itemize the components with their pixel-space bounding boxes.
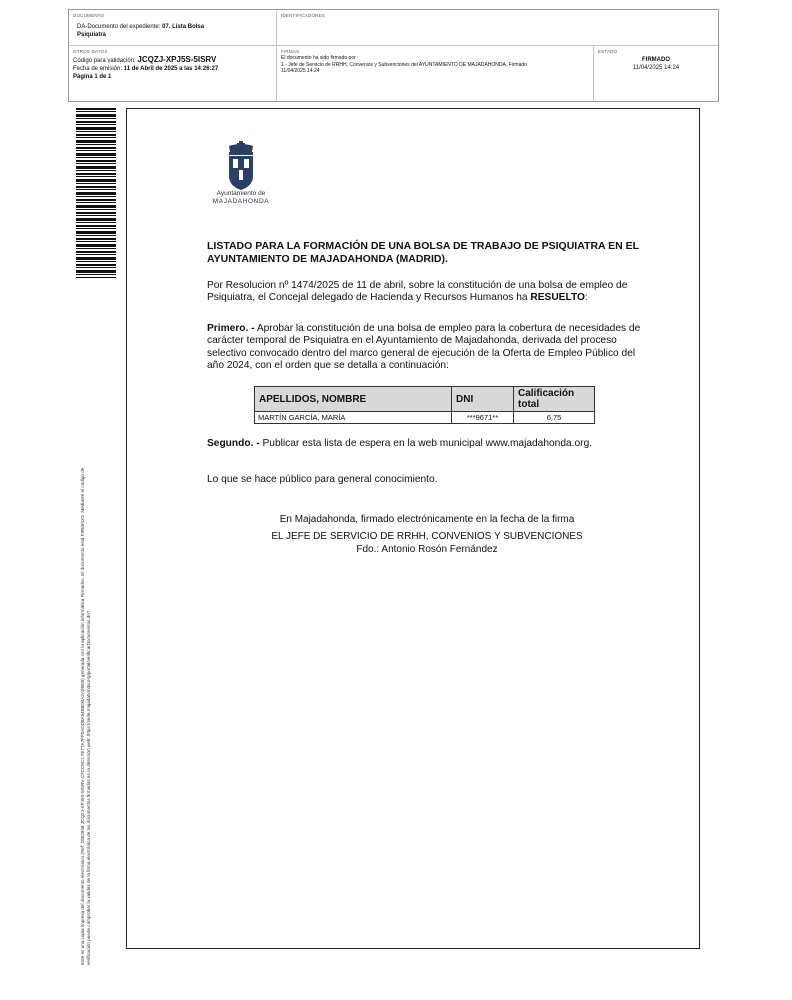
codigo-value: JCQZJ-XPJ5S-5ISRV [137, 55, 217, 64]
col-header-dni: DNI [452, 387, 514, 412]
table-row [255, 412, 595, 424]
col-header-calificacion: Calificación total [514, 387, 595, 412]
estado-cell [594, 46, 718, 101]
segundo-paragraph: Segundo. - Publicar esta lista de espera en la web municipal www.majadahonda.org. [207, 438, 593, 449]
primero-paragraph: Primero. - Aprobar la constitución de una bolsa de empleo para la cobertura de necesidades de carácter temporal de Psiquiatra en el Ayuntamiento de Majadahonda, derivada del proceso selectivo convocado dentro del marco general de ejecución de la Oferta de Empleo Público del año 2024, con el orden que se detalla a continuación: [207, 323, 641, 372]
cell-calificacion: 6,75 [514, 412, 595, 424]
firmas-caption: FIRMAS [281, 49, 300, 54]
signature-name: Fdo.: Antonio Rosón Fernández [356, 544, 498, 555]
signature-role: EL JEFE DE SERVICIO DE RRHH, CONVENIOS Y SUBVENCIONES [271, 531, 583, 542]
cell-nombre: MARTÍN GARCÍA, MARÍA [255, 412, 452, 424]
firmas-text: El documento ha sido firmado por : 1.- Jefe de Servicio de RRHH, Convenios y Subvenciones del AYUNTAMIENTO DE MAJADAHONDA. Firmado 11/04/2025 14:24 [281, 55, 527, 74]
codigo-validacion: Código para validación: JCQZJ-XPJ5S-5ISRV [73, 55, 217, 64]
estado-caption: ESTADO [598, 49, 618, 54]
firmas-cell [277, 46, 594, 101]
logo-caption: Ayuntamiento de MAJADAHONDA [212, 190, 270, 205]
document-page-frame [126, 108, 700, 949]
candidates-table [254, 386, 595, 424]
identificadores-cell [277, 10, 718, 46]
otros-datos-cell [69, 46, 277, 101]
closing-paragraph: Lo que se hace público para general conocimiento. [207, 474, 438, 485]
barcode [76, 108, 116, 278]
table-header-row [255, 387, 595, 412]
signature-place-date: En Majadahonda, firmado electrónicamente en la fecha de la firma [279, 514, 575, 525]
identificadores-caption: IDENTIFICADORES [281, 13, 326, 18]
documento-value: DA-Documento del expediente: 07. Lista Bolsa Psiquiatra [77, 24, 205, 38]
col-header-nombre: APELLIDOS, NOMBRE [255, 387, 452, 412]
estado-fecha: 11/04/2025 14:24 [632, 65, 680, 71]
estado-value: FIRMADO [642, 57, 670, 63]
cell-dni: ***9671** [452, 412, 514, 424]
intro-paragraph: Por Resolucion nº 1474/2025 de 11 de abril, sobre la constitución de una bolsa de empleo de Psiquiatra, el Concejal delegado de Hacienda y Recursos Humanos ha RESUELTO: [207, 280, 628, 304]
verification-side-text: Este es una copia impresa del documento electrónico (Ref: 2582948 JCQZJ-XPJ5S-5ISRV C7CC8C1 7E77A7FF0ADD8A54B8D0A2A05EB) generada con la aplicación informática Firmadoc. El documento está FIRMADO. Mediante el código de verificación puede comprobar la validez de la firma electrónica de los documentos firmados en la dirección web: https://sede.majadahonda.org/portal/verificarDocumentos.do? [80, 467, 91, 965]
documento-caption: DOCUMENTO [73, 13, 105, 18]
fecha-emision: Fecha de emisión: 11 de Abril de 2025 a las 14:26:27 [73, 66, 219, 72]
pagina-count: Página 1 de 1 [73, 74, 112, 80]
document-metadata-header [68, 9, 719, 102]
document-title: LISTADO PARA LA FORMACIÓN DE UNA BOLSA DE TRABAJO DE PSIQUIATRA EN EL AYUNTAMIENTO DE MAJADAHONDA (MADRID). [207, 240, 639, 265]
documento-cell [69, 10, 277, 46]
otros-datos-caption: OTROS DATOS [73, 49, 108, 54]
